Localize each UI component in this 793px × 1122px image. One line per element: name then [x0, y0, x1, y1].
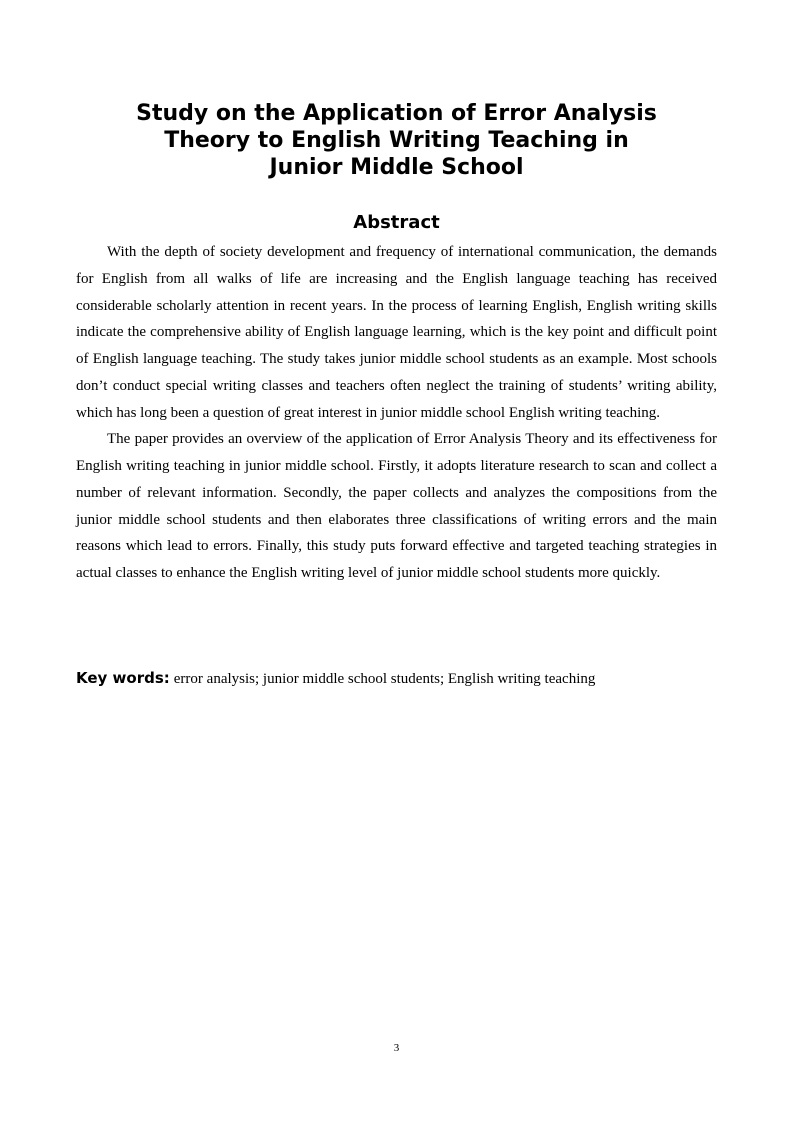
abstract-paragraph-1: With the depth of society development and frequency of international communication, the demands for English from all walks of life are increasing and the English language teaching has received considerable scholarly attention in recent years. In the process of learning English, English writing skills indicate the comprehensive ability of English language learning, which is the key point and difficult point of English language teaching. The study takes junior middle school students as an example. Most schools don’t conduct special writing classes and teachers often neglect the training of students’ writing ability, which has long been a question of great interest in junior middle school English writing teaching.	[76, 244, 717, 421]
keywords-text: error analysis; junior middle school students; English writing teaching	[173, 671, 596, 687]
keywords-label: Key words:	[76, 669, 170, 687]
abstract-body	[76, 239, 717, 587]
title-line-1: Study on the Application of Error Analysis	[136, 101, 657, 126]
keywords-line	[76, 666, 717, 691]
title-line-3: Junior Middle School	[269, 155, 524, 180]
abstract-heading: Abstract	[353, 212, 440, 233]
paper-title	[76, 100, 717, 181]
abstract-paragraph-2: The paper provides an overview of the application of Error Analysis Theory and its effectiveness for English writing teaching in junior middle school. Firstly, it adopts literature research to scan and collect a number of relevant information. Secondly, the paper collects and analyzes the compositions from the junior middle school students and then elaborates three classifications of writing errors and the main reasons which lead to errors. Finally, this study puts forward effective and targeted teaching strategies in actual classes to enhance the English writing level of junior middle school students more quickly.	[76, 431, 717, 581]
page-number: 3	[393, 1042, 400, 1054]
title-line-2: Theory to English Writing Teaching in	[164, 128, 629, 153]
